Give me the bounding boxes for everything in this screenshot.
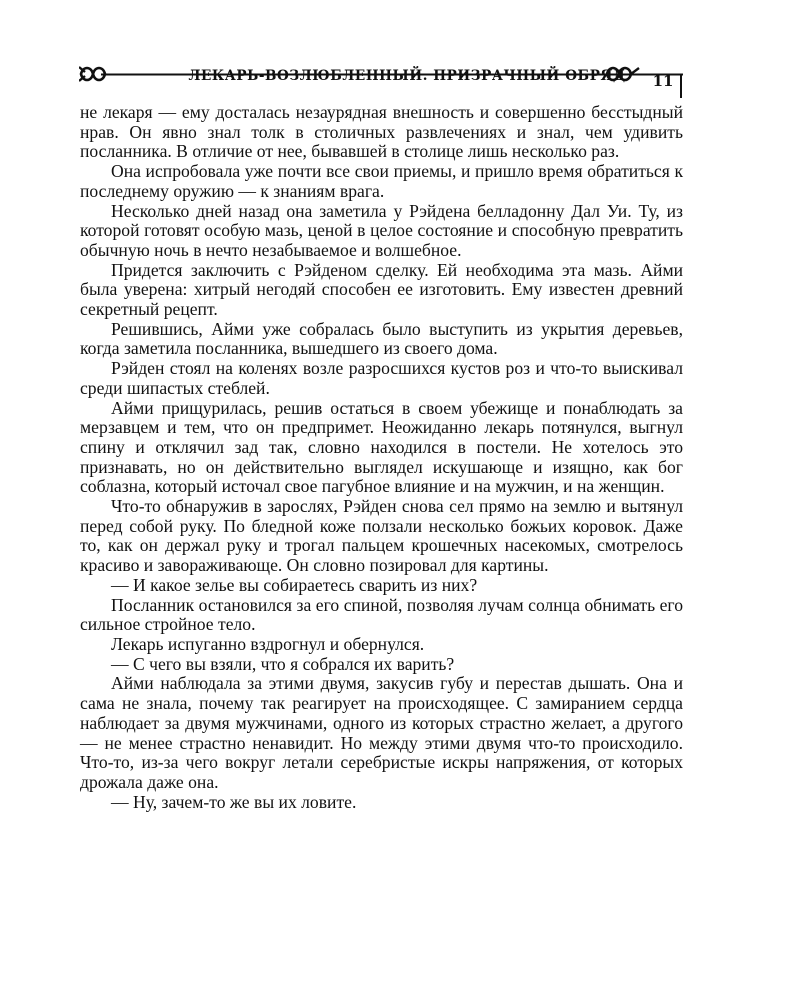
body-text bbox=[80, 103, 683, 812]
paragraph: Она испробовала уже почти все свои приемы, и пришло время обратиться к последнему оружию — к знаниям врага. bbox=[80, 161, 683, 201]
paragraph: Лекарь испуганно вздрогнул и обернулся. bbox=[111, 633, 425, 654]
paragraph: Решившись, Айми уже собралась было выступить из укрытия деревьев, когда заметила посланника, вышедшего из своего дома. bbox=[80, 318, 683, 359]
paragraph: Айми наблюдала за этими двумя, закусив губу и перестав дышать. Она и сама не знала, почему так реагирует на происходящее. С замиранием сердца наблюдает за двумя мужчинами, одного из которых страстно желает, а другого — не менее страстно ненавидит. Но между этими двумя что-то происходило. Что-то, из-за чего вокруг летали серебристые искры напряжения, от которых дрожала даже она. bbox=[80, 673, 683, 792]
running-header bbox=[79, 60, 685, 100]
paragraph: Придется заключить с Рэйденом сделку. Ей необходима эта мазь. Айми была уверена: хитрый негодяй способен ее изготовить. Ему известен древний секретный рецепт. bbox=[80, 259, 683, 320]
paragraph: не лекаря — ему досталась незаурядная внешность и совершенно бесстыдный нрав. Он явно знал толк в столичных развлечениях и знал, чем удивить посланника. В отличие от нее, бывавшей в столице лишь несколько раз. bbox=[80, 102, 683, 162]
paragraph: Рэйден стоял на коленях возле разросшихся кустов роз и что-то выискивал среди шипастых стеблей. bbox=[80, 358, 683, 398]
paragraph: Посланник остановился за его спиной, позволяя лучам солнца обнимать его сильное стройное тело. bbox=[80, 594, 683, 635]
dialogue-line: — Ну, зачем-то же вы их ловите. bbox=[111, 791, 357, 812]
book-title: ЛЕКАРЬ-ВОЗЛЮБЛЕННЫЙ. ПРИЗРАЧНЫЙ ОБРЯД bbox=[188, 68, 626, 84]
paragraph: Айми прищурилась, решив остаться в своем убежище и понаблюдать за мерзавцем и тем, что он предпримет. Неожиданно лекарь потянулся, выгнул спину и отклячил зад так, словно находился в постели. Не хотелось это признавать, но он действительно выглядел искушающе и изящно, как бог соблазна, который источал свое пагубное влияние и на мужчин, и на женщин. bbox=[80, 397, 683, 497]
page-number: 11 bbox=[652, 72, 674, 90]
dialogue-line: — С чего вы взяли, что я собрался их варить? bbox=[111, 653, 455, 674]
dialogue-line: — И какое зелье вы собираетесь сварить из них? bbox=[111, 574, 478, 595]
paragraph: Что-то обнаружив в зарослях, Рэйден снова сел прямо на землю и вытянул перед собой руку. По бледной коже ползали несколько божьих коровок. Даже то, как он держал руку и трогал пальцем крошечных насекомых, смотрелось красиво и завораживающе. Он словно позировал для картины. bbox=[80, 496, 683, 576]
paragraph: Несколько дней назад она заметила у Рэйдена белладонну Дал Уи. Ту, из которой готовят особую мазь, ценой в целое состояние и способную превратить обычную ночь в нечто незабываемое и волшебное. bbox=[80, 200, 683, 260]
